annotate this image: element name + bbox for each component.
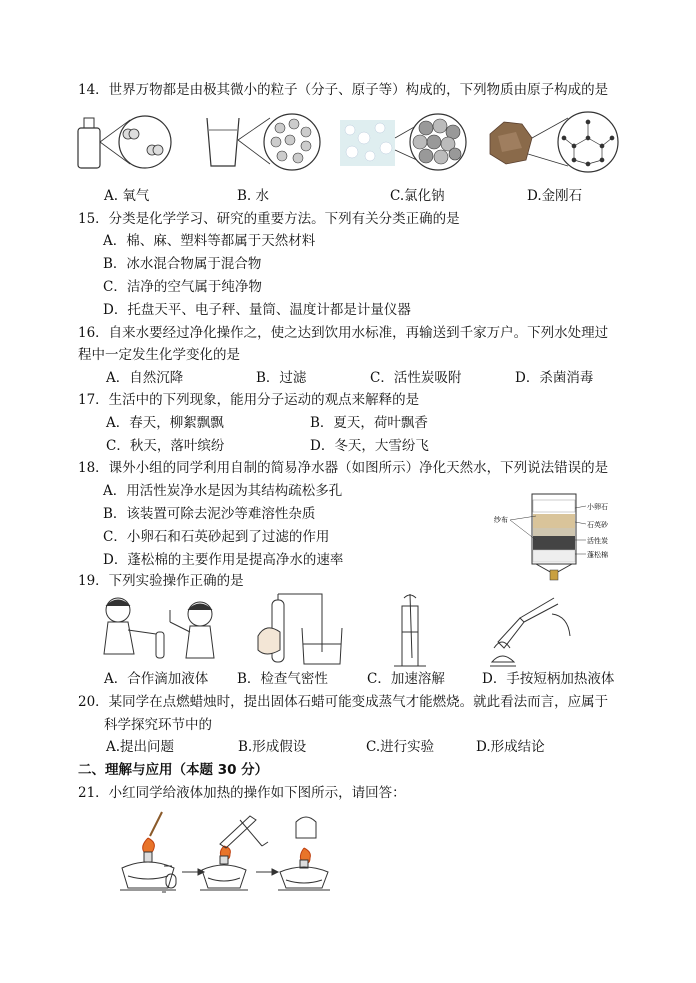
q21-stem: 21．小红同学给液体加热的操作如下图所示，请回答： [78, 785, 406, 801]
salt-crystals-icon [340, 114, 466, 170]
q15-option-b: B．冰水混合物属于混合物 [103, 256, 262, 272]
arrow-right-icon [182, 869, 204, 875]
q17-option-a: A．春天，柳絮飘飘 [106, 415, 224, 431]
label-carbon: 活性炭 [587, 537, 608, 545]
q19-stem: 19．下列实验操作正确的是 [78, 573, 244, 589]
q18-option-c: C．小卵石和石英砂起到了过滤的作用 [103, 529, 330, 545]
q17-option-c: C．秋天，落叶缤纷 [106, 438, 225, 454]
q19-option-c: C．加速溶解 [367, 671, 445, 687]
q20-option-b: B.形成假设 [238, 739, 307, 755]
children-dropping-icon [104, 598, 214, 658]
q18-stem: 18．课外小组的同学利用自制的简易净水器（如图所示）净化天然水，下列说法错误的是 [78, 460, 609, 476]
q20-option-d: D.形成结论 [476, 739, 545, 755]
q19-figure [90, 592, 590, 672]
oxygen-bottle-icon [78, 116, 171, 168]
q20-stem-line1: 20．某同学在点燃蜡烛时，提出固体石蜡可能变成蒸气才能燃烧。就此看法而言，应属于 [78, 694, 609, 710]
q17-option-d: D．冬天，大雪纷飞 [310, 438, 429, 454]
label-quartz: 石英砂 [587, 521, 608, 529]
lamp-heating-tube-icon [200, 816, 268, 890]
q20-option-a: A.提出问题 [106, 739, 175, 755]
arrow-right-icon-2 [256, 869, 278, 875]
q14-figure [70, 110, 630, 190]
section2-title: 二、理解与应用（本题 30 分） [78, 762, 269, 778]
cylinder-stirring-icon [394, 594, 426, 666]
q18-option-d: D．蓬松棉的主要作用是提高净水的速率 [103, 552, 344, 568]
q16-option-b: B．过滤 [256, 370, 307, 386]
lamp-cap-icon [278, 817, 330, 890]
airtightness-check-icon [258, 594, 342, 664]
q16-stem-line1: 16．自来水要经过净化操作之，使之达到饮用水标准，再输送到千家万户。下列水处理过 [78, 325, 609, 341]
q20-stem-line2: 科学探究环节中的 [104, 717, 212, 733]
q20-option-c: C.进行实验 [366, 739, 435, 755]
label-cotton: 蓬松棉 [587, 551, 608, 559]
q19-option-b: B．检查气密性 [237, 671, 328, 687]
q16-option-c: C．活性炭吸附 [370, 370, 462, 386]
q17-stem: 17．生活中的下列现象，能用分子运动的观点来解释的是 [78, 392, 420, 408]
q18-option-a: A．用活性炭净水是因为其结构疏松多孔 [103, 483, 343, 499]
q16-option-d: D．杀菌消毒 [515, 370, 594, 386]
q18-option-b: B．该装置可除去泥沙等难溶性杂质 [103, 506, 316, 522]
q17-option-b: B．夏天，荷叶飘香 [310, 415, 428, 431]
q16-stem-line2: 程中一定发生化学变化的是 [78, 347, 240, 363]
q14-option-c: C.氯化钠 [390, 188, 445, 204]
q15-option-a: A．棉、麻、塑料等都属于天然材料 [103, 233, 316, 249]
alcohol-lamp-lighting-icon [120, 812, 176, 892]
q14-option-b: B. 水 [237, 188, 270, 204]
water-purifier-figure [478, 482, 628, 582]
diamond-lattice-icon [490, 112, 618, 172]
q19-option-d: D．手按短柄加热液体 [482, 671, 615, 687]
q14-option-a: A. 氧气 [104, 188, 150, 204]
heating-tube-icon [490, 598, 570, 666]
q21-figure [110, 808, 350, 898]
label-pebbles: 小卵石 [587, 503, 608, 511]
q16-option-a: A．自然沉降 [106, 370, 184, 386]
q15-option-c: C．洁净的空气属于纯净物 [103, 279, 262, 295]
q14-stem: 14．世界万物都是由极其微小的粒子（分子、原子等）构成的，下列物质由原子构成的是 [78, 82, 609, 98]
q15-stem: 15．分类是化学学习、研究的重要方法。下列有关分类正确的是 [78, 211, 460, 227]
water-glass-icon [207, 114, 320, 170]
q19-option-a: A．合作滴加液体 [104, 671, 209, 687]
q15-option-d: D．托盘天平、电子秤、量筒、温度计都是计量仪器 [103, 302, 411, 318]
q14-option-d: D.金刚石 [527, 188, 583, 204]
label-gauze: 纱布 [494, 516, 508, 524]
